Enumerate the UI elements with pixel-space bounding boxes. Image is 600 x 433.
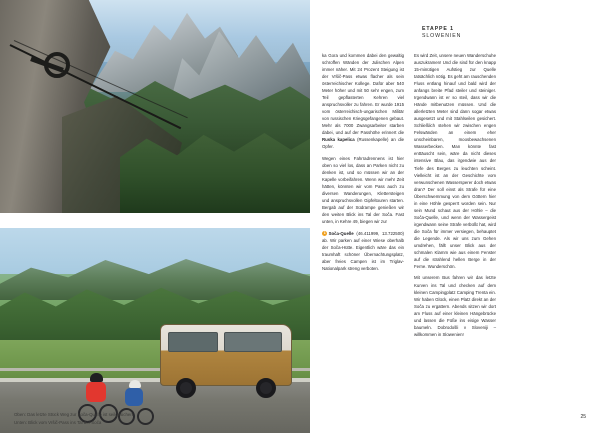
camper-van-window-front [168, 332, 218, 352]
helmet-icon [90, 373, 103, 382]
body-text: ka Gora und kommen dabei den gewaltig schroffen Wänden der Julischen Alpen immer näher. Mit 24 Prozent Steigung ist der Vršič-Pass etwas flacher als sein österreichischer Kollege. Dafür aber 540 Meter höher und mit 50 sehr engen, zum Teil gepflasterten Kehren viel anspruchsvoller zu fahren. Er wurde 1915 vom österreichisch-ungarischen Militär von russischen Kriegsgefangenen gebaut. Mehr als 7000 Zwangsarbeiter starben dabei, und auf der Passhöhe erinnert die [322, 53, 404, 136]
cyclists-mountain-road-photo [0, 228, 310, 433]
page-number: 25 [580, 414, 586, 420]
emphasis-text: Ruska kapelica [322, 137, 355, 143]
caption-bottom-photo: Unten: Blick vom Vršič-Pass ins Tal der Soča [14, 420, 102, 426]
jersey [125, 388, 143, 406]
stage-label-line1: ETAPPE 1 [422, 26, 454, 32]
emphasis-text: Soča-Quelle [328, 230, 354, 236]
paragraph [322, 230, 404, 272]
gorge-via-ferrata-photo [0, 0, 310, 213]
camper-van-wheel-front [176, 378, 196, 398]
poi-marker-icon: 1 [323, 230, 326, 235]
paragraph [322, 155, 404, 225]
stage-header [422, 26, 542, 39]
caption-top-photo: Oben: Das letzte Stück Weg zur Soča-Quelle ist seilgesichert. [14, 412, 135, 417]
paragraph [414, 274, 496, 337]
camper-van-window-rear [224, 332, 282, 352]
body-text: (46.411999, 13.722500) ab. Wir parken auf einer Wiese oberhalb der Soča-Hütte. Eigentlich wäre das ein traumhaft schöner Übernachtungsplatz, aber freies Campen ist im Triglav-Nationalpark streng verboten. [322, 230, 404, 271]
camper-van-wheel-rear [256, 378, 276, 398]
photo-captions [14, 412, 304, 427]
stage-label-line2: SLOWENIEN [422, 33, 462, 39]
paragraph [414, 52, 496, 270]
body-column-2 [414, 52, 496, 408]
body-column-1 [322, 52, 404, 408]
cable-anchor-ring [44, 52, 70, 78]
body-text: Wegen eines Fahrradrennens ist hier oben so viel los, dass an Parken nicht zu denken ist, und so müssen wir an der Kapelle vorbeifahren. Wenn wir mehr Zeit hätten, könnten wir vom Pass auch zu diversen Wanderungen, Klettersteigen und anspruchsvollen Gipfeltouren starten. Bergab auf der Südrampe genießen wir den weiten Blick ins Tal der Soča. Fast unten, in Kehre 49, biegen wir zur [322, 155, 404, 225]
body-text: Mit unserem Bus fahren wir das letzte Kurven ins Tal und checken auf dem kleinen Campingplatz Camping Trenta ein. Wir haben Glück, einen Platz direkt an der Soča zu ergattern. Abends sitzen wir dort am Fluss auf einer kleinen Hängebrücke und lassen die Füße ins eisige Wasser baumeln. Dobrodošli v Sloveniji – willkommen in Slowenien! [414, 275, 496, 337]
body-text: Es wird Zeit, unsere neuen Wanderschuhe auszukramen! Und die sind für den knapp 15-minütigen Aufstieg zur Quelle tatsächlich nötig. Es geht am rauschenden Fluss entlang hinauf und bald wird der anfangs breite Pfad steiler und steiniger. Irgendwann ist er so steil, dass wir die Hände mitbenutzen müssen. Und die allerletzten Meter sind dann sogar etwas ausgesetzt und mit Stahlseilen gesichert. Schließlich stehen wir zwischen engen Felswänden an einem eher unscheinbaren, moosbewachsenen Wasserbecken. Man könnte fast enttäuscht sein, wäre da nicht dieses intensive Blau, das irgendwie aus der Tiefe des Berges zu leuchten scheint. Vielleicht ist an der Geschichte vom verwunschenen Wassersperer doch etwas dran? Der soll einst als Strafe für eine Überschwemmung von dem Göttern hier in eine Höhle gesperrt worden sein. Nur sein Mund schaut aus der Höhle – die Soča-Quelle, und wenn der Wassergeist irgendwann seine Strafe verbüßt hat, wird die Soča für immer versiegen, behauptet die Legende. Als wir uns zum Gehen umdrehen, fällt unser Blick aus der schmalen Klamm wie aus einem Fenster auf die strahlend hellen Berge in der Ferne. Wunderschön. [414, 53, 496, 269]
helmet-icon [129, 380, 141, 388]
body-columns [322, 52, 588, 408]
body-text: (Russenkapelle) an die Opfer. [322, 137, 405, 150]
jersey [86, 382, 106, 402]
paragraph [322, 52, 404, 150]
text-column-area [310, 0, 600, 433]
